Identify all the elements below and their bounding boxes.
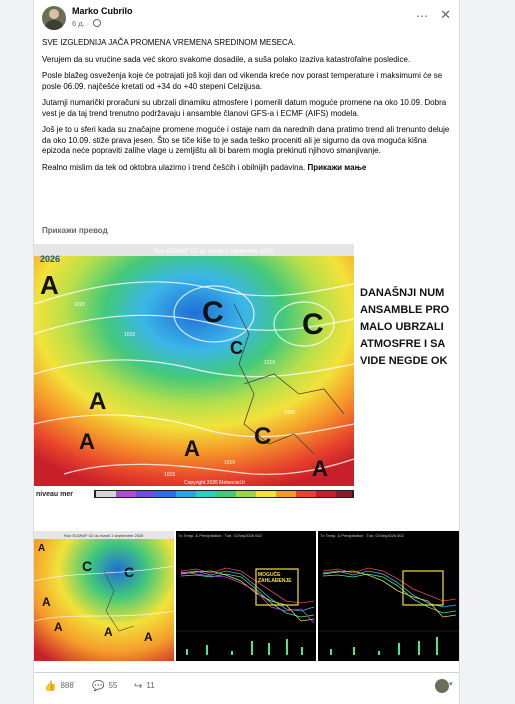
comment-count: 55 [108, 681, 118, 690]
svg-text:A: A [144, 630, 153, 644]
author-name[interactable]: Marko Cubrilo [72, 6, 133, 16]
copyright-label: Copyright 2026 Meteociel.fr [184, 480, 246, 486]
more-options-icon[interactable]: ⋯ [416, 9, 429, 23]
close-icon[interactable]: ✕ [440, 7, 451, 22]
post-footer [34, 672, 459, 701]
post-paragraph: Verujem da su vrućine sada već skoro svakome dosadile, a suša polako izaziva katastrofalne posledice. [42, 54, 411, 64]
share-button[interactable] [134, 681, 155, 692]
model-title: Run ECMWF 0Z du mardi 1 septembre 2026 [154, 249, 274, 255]
post-paragraph: Jutarnji numarički proračuni su ubrzali dinamiku atmosfere i pomerili datum moguće promene na oko 10.09. Dobra vest je da taj trend trenutno podržavaju i ansamble članovi GFS-a i ECMF (AIFS) modela. [42, 98, 447, 118]
svg-text:C: C [124, 564, 135, 580]
svg-text:MOGUĆE: MOGUĆE [258, 572, 281, 578]
system-letter: C [254, 423, 272, 450]
profile-avatar-dropdown[interactable] [435, 679, 449, 693]
svg-text:ZAHLAĐENJE: ZAHLAĐENJE [258, 578, 292, 584]
post-time[interactable]: 6 д. [72, 19, 85, 28]
isobar-label: 1020 [74, 302, 86, 308]
chart-title-2: Tx Temp. & Precipitation : Tue, 01Sep2026 00Z [320, 533, 404, 538]
globe-icon [93, 19, 101, 27]
post-card [33, 0, 460, 704]
comment-icon: 💬 [92, 681, 105, 692]
show-less-link[interactable]: Прикажи мање [307, 162, 367, 172]
main-image-caption-line: ANSAMBLE PRO [360, 304, 450, 316]
ensemble-chart-graphic [176, 531, 316, 661]
svg-text:A: A [38, 543, 46, 554]
system-letter: C [202, 296, 224, 329]
system-letter: C [230, 338, 243, 358]
svg-text:A: A [104, 625, 113, 639]
thumbnail-chart-ecmwf[interactable] [318, 531, 459, 661]
system-letter: A [40, 270, 59, 300]
post-paragraph [42, 163, 452, 174]
post-paragraph: SVE IZGLEDNIJA JAČA PROMENA VREMENA SREDINOM MESECA. [42, 38, 296, 47]
translate-link[interactable]: Прикажи превод [42, 226, 108, 235]
post-paragraph: Još je to u sferi kada su značajne promene moguće i ostaje nam da narednih dana pratimo trend ali trenunto deluje da oko 10.09. stiže prava jesen. Što se tiče kiše to je sada teško proceniti ali je sigurno da ova moguća kišna epizoda neće popraviti zalihe vlage u zemljištu ali bi barem mogla prekinuti njihovo smanjivanje. [42, 125, 450, 155]
year-label: 2026 [40, 254, 61, 264]
main-image-caption-line: VIDE NEGDE OK [360, 355, 448, 367]
post-body [42, 38, 452, 179]
post-paragraph: Posle blažeg osveženja koje će potrajati još koji dan od vikenda kreće nov porast temperature i maksimumi će se posle 06.09. najčešće kretati od +34 do +40 stepeni Celzijusa. [42, 71, 443, 91]
author-avatar[interactable] [42, 6, 66, 30]
main-image[interactable] [34, 244, 459, 527]
like-button[interactable] [44, 681, 74, 692]
thumbnail-title: Run ECMWF 0Z du mardi 1 septembre 2026 [64, 533, 144, 538]
svg-text:A: A [42, 595, 51, 609]
svg-text:C: C [82, 558, 93, 574]
chart-title: Tx Temp. & Precipitation : Tue, 01Sep2026 00Z [178, 533, 262, 538]
isobar-label: 1010 [224, 460, 236, 466]
share-count: 11 [146, 681, 155, 690]
legend-label: niveau mer [36, 491, 73, 498]
isobar-label: 1005 [284, 410, 296, 416]
main-image-caption-line: ATMOSFRE I SA [360, 338, 446, 350]
ensemble-chart-graphic-2 [318, 531, 459, 661]
main-image-caption-line: DANAŠNJI NUM [360, 287, 445, 299]
post-meta: 6 д. · [72, 19, 101, 28]
thumbnail-map-graphic [34, 531, 174, 661]
post-last-text: Realno mislim da tek od oktobra ulazimo i trend češćih i obilnijih padavina. [42, 162, 306, 172]
thumbs-up-icon: 👍 [44, 681, 57, 692]
isobar-label: 1015 [164, 472, 176, 478]
post-header [34, 0, 459, 36]
thumbnail-chart-gfs[interactable] [176, 531, 316, 661]
main-image-caption-line: MALO UBRZALI [360, 321, 444, 333]
system-letter: A [79, 429, 95, 454]
weather-map [34, 244, 459, 527]
svg-text:A: A [54, 620, 63, 634]
comment-button[interactable] [92, 681, 117, 692]
isobar-label: 1015 [124, 332, 136, 338]
like-count: 888 [60, 681, 74, 690]
system-letter: A [184, 436, 200, 461]
system-letter: A [312, 456, 328, 481]
isobar-label: 1010 [264, 360, 276, 366]
share-icon: ↪ [134, 681, 143, 692]
thumbnail-map[interactable] [34, 531, 174, 661]
system-letter: A [89, 388, 107, 415]
system-letter: C [302, 308, 324, 341]
